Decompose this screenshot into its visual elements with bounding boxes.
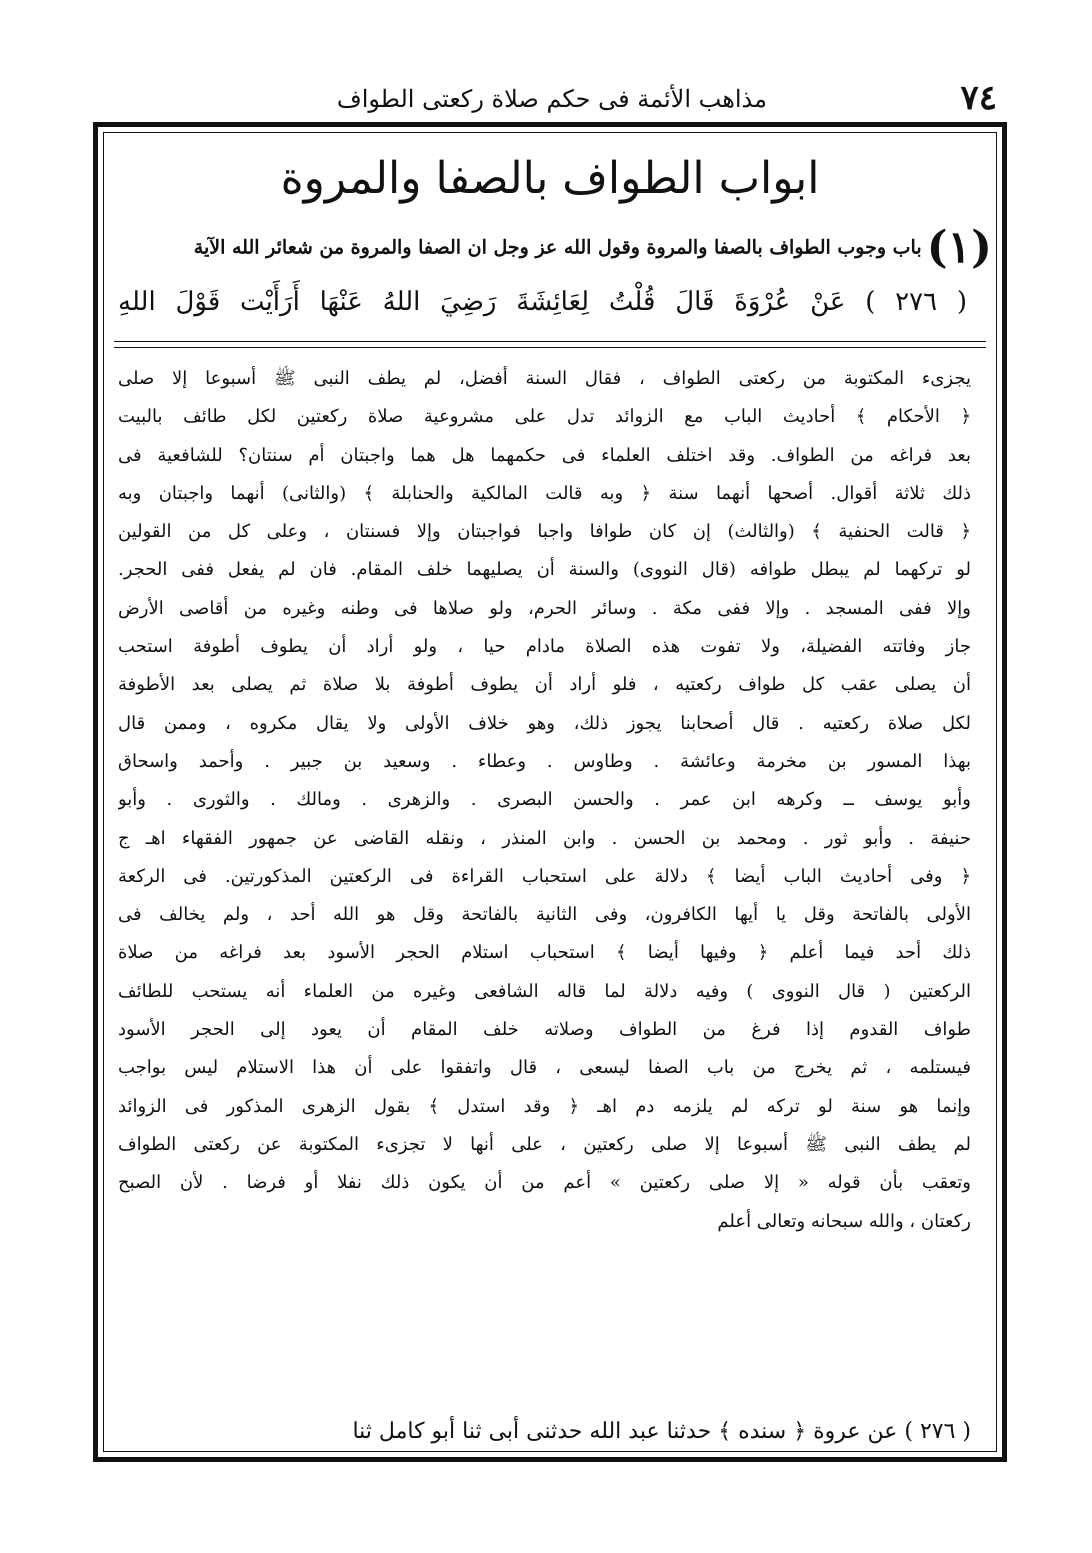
commentary-line: ركعتان ، والله سبحانه وتعالى أعلم	[717, 1210, 971, 1232]
commentary-line: وتعقب بأن قوله « إلا صلى ركعتين » أعم من أن يكون ذلك نفلا أو فرضا . لأن الصبح	[118, 1172, 971, 1194]
chapter-heading-line	[118, 222, 992, 273]
hadith-opening: ( ٢٧٦ ) عَنْ عُرْوَةَ قَالَ قُلْتُ لِعَائِشَةَ رَضِيَ اللهُ عَنْهَا أَرَأَيْت قَوْلَ اللهِ	[118, 287, 967, 317]
commentary-line: فيستلمه ، ثم يخرج من باب الصفا ليسعى ، قال واتفقوا على أن هذا الاستلام ليس بواجب	[118, 1057, 971, 1079]
commentary-line: يجزىء المكتوبة من ركعتى الطواف ، فقال السنة أفضل، لم يطف النبى ﷺ أسبوعا إلا صلى	[118, 368, 971, 389]
section-title: ابواب الطواف بالصفا والمروة	[280, 153, 820, 204]
running-title: مذاهب الأئمة فى حكم صلاة ركعتى الطواف	[336, 85, 767, 113]
commentary-line: ﴿ الأحكام ﴾ أحاديث الباب مع الزوائد تدل على مشروعية صلاة ركعتين لكل طائف بالبيت	[118, 406, 971, 428]
commentary-line: ﴿ قالت الحنفية ﴾ (والثالث) إن كان طوافا واجبا فواجبتان وإلا فسنتان ، وعلى كل من القولين	[118, 521, 971, 543]
commentary-line: ذلك أحد فيما أعلم ﴿ وفيها أيضا ﴾ استحباب استلام الحجر الأسود بعد فراغه من صلاة	[118, 942, 971, 964]
running-head	[95, 78, 997, 118]
commentary-line: بهذا المسور بن مخرمة وعائشة . وطاوس . وعطاء . وسعيد بن جبير . وأحمد واسحاق	[118, 750, 971, 772]
isnad-line: ( ٢٧٦ ) عن عروة ﴿ سنده ﴾ حدثنا عبد الله حدثنى أبى ثنا أبو كامل ثنا	[352, 1419, 971, 1444]
commentary-line: لكل صلاة ركعتيه . قال أصحابنا يجوز ذلك، وهو خلاف الأولى ولا يقال مكروه ، وممن قال	[118, 712, 971, 734]
commentary-line: ﴿ وفى أحاديث الباب أيضا ﴾ دلالة على استحباب القراءة فى الركعتين المذكورتين. فى الركعة	[118, 865, 971, 887]
commentary-line: لم يطف النبى ﷺ أسبوعا إلا صلى ركعتين ، على أنها لا تجزىء المكتوبة عن ركعتى الطواف	[118, 1133, 971, 1155]
page-number: ٧٤	[960, 78, 997, 118]
commentary-line: وإنما هو سنة لو تركه لم يلزمه دم اهـ ﴿ وقد استدل ﴾ بقول الزهرى المذكور فى الزوائد	[118, 1095, 971, 1117]
commentary-line: أن يصلى عقب كل طواف ركعتيه ، فلو أراد أن يطوف أطوفة بلا صلاة ثم يصلى بعد الأطوفة	[118, 674, 971, 696]
commentary-line: الأولى بالفاتحة وقل يا أيها الكافرون، وفى الثانية بالفاتحة وقل هو الله أحد ، ولم يخالف فى	[118, 904, 971, 926]
commentary-line: طواف القدوم إذا فرغ من الطواف وصلاته خلف المقام أن يعود إلى الحجر الأسود	[118, 1019, 971, 1041]
double-rule-divider	[114, 341, 986, 348]
commentary-line: الركعتين ( قال النووى ) وفيه دلالة لما قاله الشافعى وغيره من العلماء أنه يستحب للطائف	[118, 980, 971, 1002]
commentary-line: بعد فراغه من الطواف. وقد اختلف العلماء فى حكمهما هل هما واجبتان أم سنتان؟ للشافعية فى	[118, 444, 971, 466]
commentary-line: وإلا ففى المسجد . وإلا ففى مكة . وسائر الحرم، ولو صلاها فى وطنه وغيره من أقاصى الأرض	[118, 597, 971, 619]
chapter-number: (١)	[926, 222, 992, 273]
commentary-line: لو تركهما لم يبطل طوافه (قال النووى) والسنة أن يصليهما خلف المقام. فان لم يفعل ففى الحجر.	[118, 559, 971, 581]
commentary-block	[118, 360, 971, 1241]
commentary-line: حنيفة . وأبو ثور . ومحمد بن الحسن . وابن المنذر ، ونقله القاضى عن جمهور الفقهاء اهـ ج	[118, 827, 971, 849]
commentary-line: ذلك ثلاثة أقوال. أصحها أنهما سنة ﴿ وبه قالت المالكية والحنابلة ﴾ (والثانى) أنهما واجبتان وبه	[118, 482, 971, 504]
chapter-heading: باب وجوب الطواف بالصفا والمروة وقول الله عز وجل ان الصفا والمروة من شعائر الله الآية	[193, 236, 922, 259]
commentary-line: وأبو يوسف ــ وكرهه ابن عمر . والحسن البصرى . والزهرى . ومالك . والثورى . وأبو	[118, 789, 971, 811]
commentary-line: جاز وفاتته الفضيلة، ولا تفوت هذه الصلاة مادام حيا ، ولو أراد أن يطوف أطوفة استحب	[118, 636, 971, 658]
